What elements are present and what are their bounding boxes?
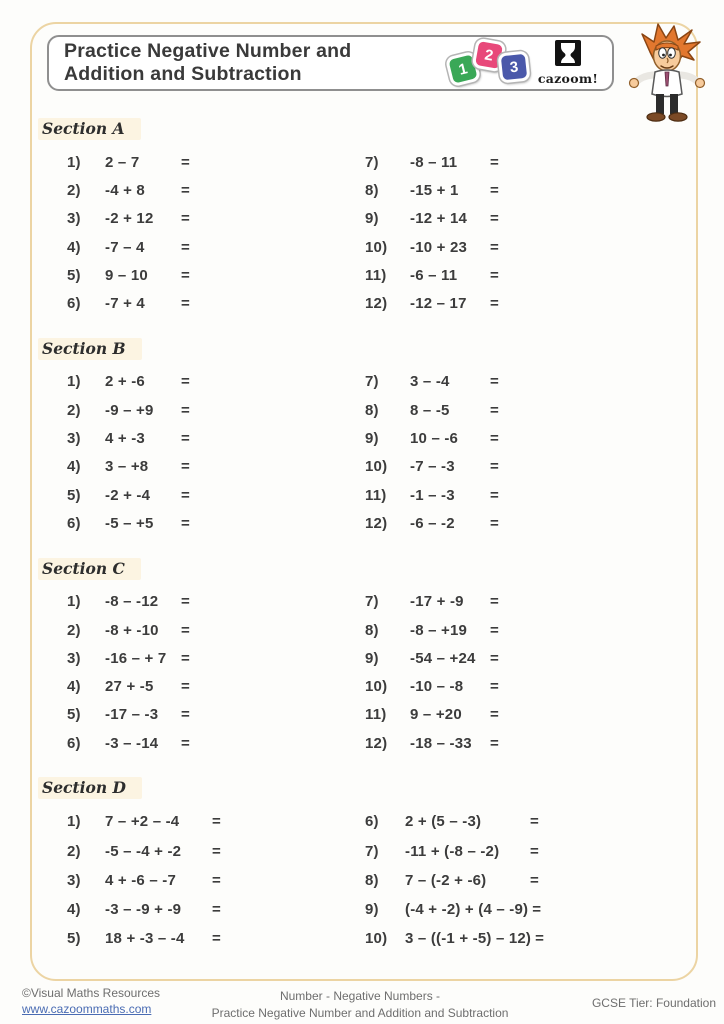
- problem-expression: 7 – (-2 + -6): [405, 871, 487, 889]
- problem-expression: 3 – -4: [410, 373, 450, 391]
- problem-row: [365, 837, 688, 866]
- problem-number: 6): [67, 295, 81, 313]
- equals-sign: =: [490, 373, 499, 391]
- problem-number: 5): [67, 930, 81, 948]
- problem-row: [365, 205, 688, 233]
- problem-number: 11): [365, 486, 387, 504]
- problem-number: 7): [365, 373, 379, 391]
- problem-expression: 18 + -3 – -4: [105, 930, 185, 948]
- section-columns: [38, 148, 688, 318]
- equals-sign: =: [181, 401, 190, 419]
- problem-row: [67, 924, 365, 953]
- problem-expression: 4 + -6 – -7: [105, 871, 176, 889]
- problem-number: 5): [67, 706, 81, 724]
- problem-row: [365, 509, 688, 537]
- problem-number: 7): [365, 593, 379, 611]
- problem-row: [67, 837, 365, 866]
- problem-expression: -5 – +5: [105, 514, 154, 532]
- problem-number: 11): [365, 706, 387, 724]
- section-column-left: [38, 588, 365, 758]
- equals-sign: =: [490, 153, 499, 171]
- website-link[interactable]: www.cazoommaths.com: [22, 1002, 152, 1017]
- equals-sign: =: [490, 210, 499, 228]
- problem-row: [67, 176, 365, 204]
- equals-sign: =: [181, 734, 190, 752]
- problem-number: 2): [67, 181, 81, 199]
- equals-sign: =: [181, 295, 190, 313]
- problem-row: [365, 924, 688, 953]
- equals-sign: =: [490, 706, 499, 724]
- problem-number: 8): [365, 871, 379, 889]
- problem-number: 8): [365, 401, 379, 419]
- section-column-left: [38, 807, 365, 953]
- equals-sign: =: [181, 210, 190, 228]
- equals-sign: =: [181, 430, 190, 448]
- cazoom-logo-text: cazoom!: [537, 71, 599, 86]
- footer-worksheet-name: Practice Negative Number and Addition and Subtraction: [211, 1006, 509, 1021]
- problem-expression: -17 + -9: [410, 593, 464, 611]
- footer-left: [22, 985, 160, 1017]
- problem-expression: -10 + 23: [410, 238, 468, 256]
- problem-row: [67, 453, 365, 481]
- cazoom-logo: [537, 40, 599, 86]
- equals-sign: =: [212, 871, 221, 889]
- problem-row: [67, 729, 365, 757]
- equals-sign: =: [490, 734, 499, 752]
- problem-expression: -2 + -4: [105, 486, 151, 504]
- problem-expression: 2 + -6: [105, 373, 145, 391]
- problem-row: [365, 895, 688, 924]
- problem-row: [67, 807, 365, 836]
- problem-number: 2): [67, 621, 81, 639]
- section-b: [38, 338, 688, 538]
- equals-sign: =: [532, 901, 542, 918]
- problem-expression: 2 – 7: [105, 153, 140, 171]
- problem-number: 4): [67, 678, 81, 696]
- equals-sign: =: [490, 593, 499, 611]
- copyright-text: ©Visual Maths Resources: [22, 986, 161, 1000]
- equals-sign: =: [490, 430, 499, 448]
- title-line-2: Addition and Subtraction: [64, 63, 302, 85]
- problem-number: 6): [67, 514, 81, 532]
- badge-1-icon: 1: [445, 51, 481, 87]
- equals-sign: =: [490, 181, 499, 199]
- footer-tier: GCSE Tier: Foundation: [591, 996, 716, 1010]
- problem-row: [365, 807, 688, 836]
- problem-expression: -7 – -3: [410, 458, 455, 476]
- teacher-cartoon-icon: [620, 22, 714, 124]
- equals-sign: =: [535, 930, 545, 948]
- problem-row: [67, 481, 365, 509]
- problem-number: 4): [67, 458, 81, 476]
- problem-row: [365, 233, 688, 261]
- problem-row: [67, 233, 365, 261]
- problem-row: [365, 396, 688, 424]
- problem-number: 3): [67, 649, 81, 667]
- problem-expression: -1 – -3: [410, 486, 455, 504]
- section-a: [38, 118, 688, 318]
- problem-expression: 27 + -5: [105, 678, 154, 696]
- problem-number: 5): [67, 266, 81, 284]
- problem-number: 10): [365, 930, 388, 948]
- problem-number: 12): [365, 734, 388, 752]
- equals-sign: =: [181, 678, 190, 696]
- title-line-1: Practice Negative Number and: [64, 40, 352, 62]
- problem-row: [67, 616, 365, 644]
- problem-row: [365, 866, 688, 895]
- problem-row: [67, 866, 365, 895]
- problem-row: [67, 148, 365, 176]
- problem-row: [365, 588, 688, 616]
- problem-row: [67, 396, 365, 424]
- problem-expression: -10 – -8: [410, 678, 464, 696]
- section-column-left: [38, 368, 365, 538]
- problem-expression: -8 – 11: [410, 153, 458, 171]
- section-columns: [38, 807, 688, 953]
- section-column-right: [365, 368, 688, 538]
- problem-row: [365, 289, 688, 317]
- problem-row: [365, 729, 688, 757]
- problem-row: [365, 148, 688, 176]
- problem-expression: 2 + (5 – -3): [405, 813, 482, 831]
- problem-number: 5): [67, 486, 81, 504]
- equals-sign: =: [181, 238, 190, 256]
- problem-number: 10): [365, 458, 388, 476]
- equals-sign: =: [490, 514, 499, 532]
- equals-sign: =: [530, 871, 539, 889]
- problem-row: [365, 176, 688, 204]
- section-column-right: [365, 148, 688, 318]
- problem-expression: 9 – +20: [410, 706, 462, 724]
- problem-number: 6): [67, 734, 81, 752]
- section-d: [38, 777, 688, 953]
- equals-sign: =: [181, 458, 190, 476]
- problem-number: 4): [67, 901, 81, 918]
- equals-sign: =: [181, 706, 190, 724]
- problem-row: [67, 289, 365, 317]
- problem-number: 9): [365, 210, 379, 228]
- equals-sign: =: [181, 373, 190, 391]
- problem-expression: -2 + 12: [105, 210, 154, 228]
- problem-expression: -6 – -2: [410, 514, 455, 532]
- equals-sign: =: [530, 813, 539, 831]
- problem-number: 2): [67, 401, 81, 419]
- problem-number: 11): [365, 266, 387, 284]
- equals-sign: =: [490, 295, 499, 313]
- problem-expression: -3 – -14: [105, 734, 159, 752]
- equals-sign: =: [490, 238, 499, 256]
- problem-row: [67, 895, 365, 924]
- equals-sign: =: [181, 514, 190, 532]
- badge-2-icon: 2: [472, 38, 507, 73]
- section-column-right: [365, 807, 688, 953]
- problem-expression: -6 – 11: [410, 266, 458, 284]
- equals-sign: =: [181, 649, 190, 667]
- problem-number: 12): [365, 514, 388, 532]
- problem-number: 7): [365, 153, 379, 171]
- problem-expression: -12 – 17: [410, 295, 467, 313]
- problem-expression: 4 + -3: [105, 430, 145, 448]
- title-box: [47, 35, 614, 91]
- problem-expression: -7 + 4: [105, 295, 145, 313]
- problem-expression: 8 – -5: [410, 401, 450, 419]
- problem-expression: -12 + 14: [410, 210, 468, 228]
- equals-sign: =: [212, 930, 221, 948]
- section-b-label: Section B: [38, 338, 142, 360]
- problem-expression: -4 + 8: [105, 181, 145, 199]
- worksheet-title: [64, 40, 447, 86]
- problem-row: [67, 424, 365, 452]
- problem-number: 9): [365, 649, 379, 667]
- equals-sign: =: [212, 813, 221, 831]
- equals-sign: =: [490, 649, 499, 667]
- problem-number: 7): [365, 842, 379, 860]
- problem-row: [365, 424, 688, 452]
- problem-number: 1): [67, 593, 81, 611]
- problem-row: [67, 644, 365, 672]
- equals-sign: =: [490, 486, 499, 504]
- problem-expression: 9 – 10: [105, 266, 148, 284]
- problem-expression: -18 – -33: [410, 734, 472, 752]
- problem-row: [365, 481, 688, 509]
- problem-row: [67, 261, 365, 289]
- problem-expression: -8 – +19: [410, 621, 468, 639]
- equals-sign: =: [490, 401, 499, 419]
- problem-row: [365, 616, 688, 644]
- problem-expression: -3 – -9 + -9: [105, 901, 182, 918]
- equals-sign: =: [181, 181, 190, 199]
- problem-number: 1): [67, 153, 81, 171]
- problem-expression: -9 – +9: [105, 401, 154, 419]
- problem-expression: -5 – -4 + -2: [105, 842, 182, 860]
- problem-expression: -8 + -10: [105, 621, 159, 639]
- problem-row: [67, 672, 365, 700]
- problem-expression: -16 – + 7: [105, 649, 167, 667]
- problem-number: 8): [365, 181, 379, 199]
- problem-number: 1): [67, 813, 81, 831]
- problem-expression: (-4 + -2) + (4 – -9): [405, 901, 529, 918]
- equals-sign: =: [212, 901, 221, 918]
- problem-expression: 3 – +8: [105, 458, 149, 476]
- problem-number: 8): [365, 621, 379, 639]
- equals-sign: =: [530, 842, 539, 860]
- section-column-left: [38, 148, 365, 318]
- problem-row: [67, 509, 365, 537]
- equals-sign: =: [490, 458, 499, 476]
- equals-sign: =: [490, 621, 499, 639]
- equals-sign: =: [181, 621, 190, 639]
- equals-sign: =: [212, 842, 221, 860]
- problem-number: 3): [67, 871, 81, 889]
- problem-expression: -54 – +24: [410, 649, 476, 667]
- section-c: [38, 558, 688, 758]
- problem-number: 12): [365, 295, 388, 313]
- cazoom-mask-icon: [554, 54, 582, 71]
- number-badges: [447, 37, 531, 89]
- section-a-label: Section A: [38, 118, 141, 140]
- problem-row: [365, 701, 688, 729]
- problem-number: 1): [67, 373, 81, 391]
- problem-row: [67, 368, 365, 396]
- problem-expression: -8 – -12: [105, 593, 159, 611]
- footer-topic-line: Number - Negative Numbers -: [279, 989, 441, 1003]
- problem-row: [67, 205, 365, 233]
- problem-expression: -17 – -3: [105, 706, 159, 724]
- worksheet-content: [38, 118, 688, 973]
- equals-sign: =: [490, 678, 499, 696]
- problem-row: [67, 588, 365, 616]
- problem-expression: -11 + (-8 – -2): [405, 842, 500, 860]
- equals-sign: =: [490, 266, 499, 284]
- section-columns: [38, 588, 688, 758]
- problem-number: 10): [365, 678, 388, 696]
- footer-center: [185, 988, 535, 1023]
- problem-number: 2): [67, 842, 81, 860]
- problem-expression: 7 – +2 – -4: [105, 813, 180, 831]
- problem-row: [365, 261, 688, 289]
- problem-expression: 3 – ((-1 + -5) – 12): [405, 930, 532, 948]
- problem-number: 3): [67, 430, 81, 448]
- section-columns: [38, 368, 688, 538]
- problem-number: 3): [67, 210, 81, 228]
- section-d-label: Section D: [38, 777, 142, 799]
- problem-row: [67, 701, 365, 729]
- problem-row: [365, 368, 688, 396]
- problem-row: [365, 453, 688, 481]
- equals-sign: =: [181, 153, 190, 171]
- badge-3-icon: 3: [498, 51, 531, 84]
- problem-number: 9): [365, 901, 379, 918]
- equals-sign: =: [181, 266, 190, 284]
- equals-sign: =: [181, 486, 190, 504]
- equals-sign: =: [181, 593, 190, 611]
- problem-expression: -7 – 4: [105, 238, 145, 256]
- problem-row: [365, 644, 688, 672]
- problem-number: 10): [365, 238, 388, 256]
- problem-expression: 10 – -6: [410, 430, 459, 448]
- problem-number: 4): [67, 238, 81, 256]
- problem-number: 9): [365, 430, 379, 448]
- section-column-right: [365, 588, 688, 758]
- section-c-label: Section C: [38, 558, 141, 580]
- problem-row: [365, 672, 688, 700]
- problem-expression: -15 + 1: [410, 181, 459, 199]
- problem-number: 6): [365, 813, 379, 831]
